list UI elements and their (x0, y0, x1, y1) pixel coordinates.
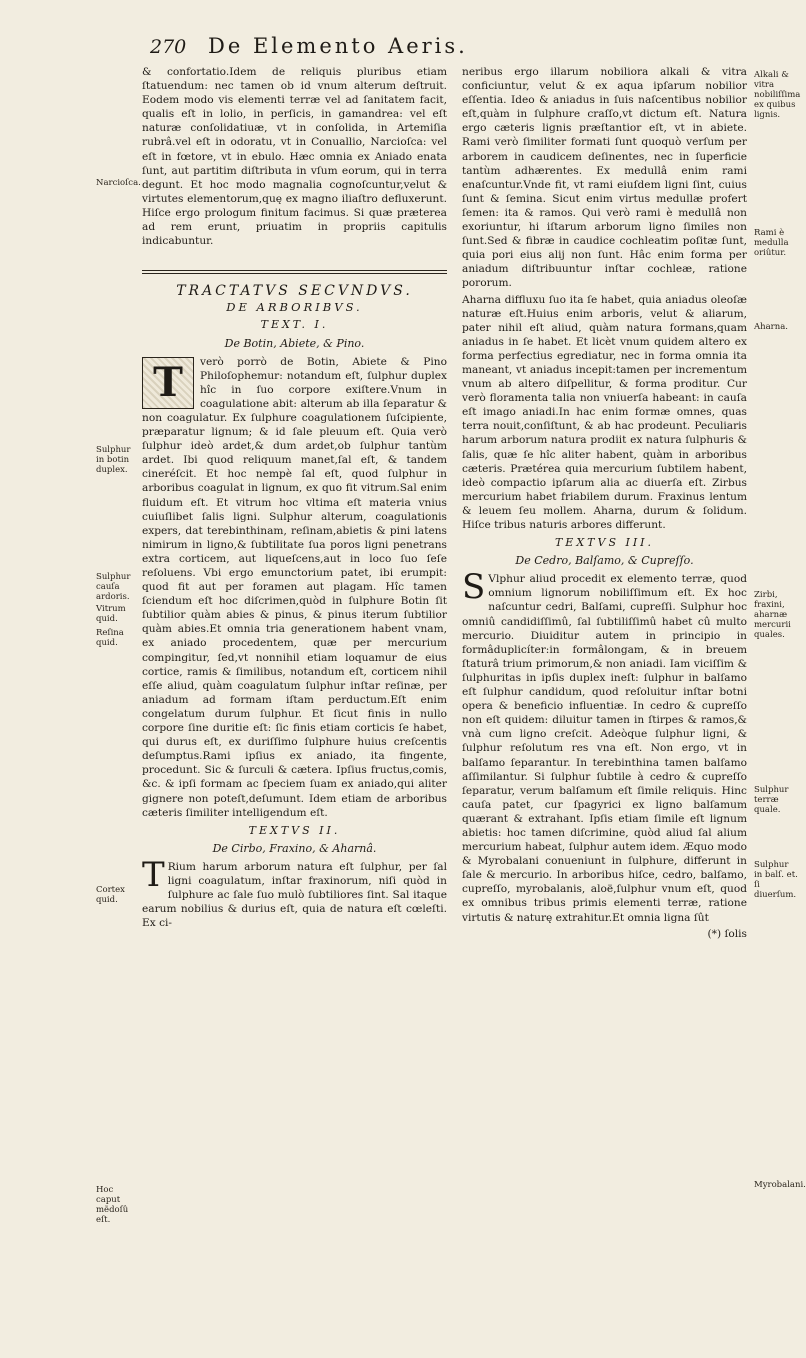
drop-initial: T (142, 854, 165, 895)
drop-initial: S (462, 567, 486, 608)
text-heading: TEXTVS III. (554, 536, 655, 550)
paragraph (142, 854, 447, 930)
margin-note-hoc-caput: Hoc caput mẽdoſû eſt. (96, 1185, 129, 1225)
margin-note-myrobalani: Myrobalani. (754, 1180, 806, 1190)
section-subtitle: DE ARBORIBVS. (226, 300, 363, 315)
section-rule-lower (142, 273, 447, 274)
margin-note-vitrum: Vitrum quid. (96, 604, 126, 624)
margin-note-aharna: Aharna. (754, 322, 788, 332)
text-dedication: De Cedro, Balſamo, & Cupreſſo. (515, 554, 694, 568)
margin-note-rami: Rami è medulla oriûtur. (754, 228, 789, 258)
left-column (142, 65, 447, 932)
tractatus-title: TRACTATVS SECVNDVS. (176, 283, 413, 300)
paragraph (462, 567, 747, 924)
ornamental-initial: T (142, 357, 194, 409)
margin-note-reſina: Reſina quid. (96, 628, 124, 648)
section-rule (142, 270, 447, 271)
right-column (462, 65, 747, 941)
text-dedication: De Botin, Abiete, & Pino. (224, 336, 365, 350)
page-header (150, 30, 790, 70)
margin-note-zirbi: Zirbi, fraxini, aharnæ mercurii quales. (754, 590, 791, 640)
margin-note-ſulphur-cauſa: Sulphur cauſa ardoris. (96, 572, 131, 602)
paragraph: Aharna diffluxu ſuo ita ſe habet, quia aniadus oleoſæ naturæ eſt.Huius enim arboris, velut & aliarum, pater nihil eſt aliud, quàm natura formans,quam aniadus in ſe habet. Et licèt vnum quidem altero ex forma perfectius egrediatur, nec in forma omnia ita maneant, vt aniadus incepit:tamen per incrementum vnum ab altero diſpellitur, & forma proditur. Cur verò floramenta talia non vniuerſa habeant: in cauſa eſt imago aniadi.In hac enim formæ omnes, quas terra nouit,conſiſtunt, & ab hac prodeunt. Peculiaris harum arborum natura prodiit ex natura ſulphuris & ſalis, quæ ſe hîc aliter habent, quàm in arboribus cæteris. Prætérea quia mercurium ſubtilem habent, ideò compactio ipſarum alia ac diuerſa eſt. Zirbus mercurium habet friabilem durum. Fraxinus lentum & leuem ſeu mollem. Aharna, durum & ſolidum. Hiſce tribus naturis arbores differunt. (462, 293, 747, 531)
paragraph (142, 355, 447, 820)
page-number: 270 (150, 36, 187, 58)
text-heading: TEXTVS II. (248, 823, 341, 837)
text-dedication: De Cirbo, Fraxino, & Aharnâ. (212, 841, 377, 855)
paragraph: neribus ergo illarum nobiliora alkali & vitra conficiuntur, velut & ex aqua ipſarum nobilior eſſentia. Ideo & aniadus in ſuis naſcentibus nobilior eſt,quàm in ſulphure craſſo,vt dictum eſt. Natura ergo cæteris lignis præſtantior eſt, vt in abiete. Rami verò ſimiliter formati ſunt quoquò verſum per arborem in caudicem deſinentes, nec in ſuperficie tantùm adhærentes. Ex medullâ enim rami enaſcuntur.Vnde fit, vt rami eiuſdem ligni ſint, cuius ſunt & ſemina. Sicut enim virtus medullæ profert ſemen: ita & ramos. Qui verò rami è medullâ non exoriuntur, hi iſtarum arborum ligno ſimiles non ſunt.Sed & fibræ in caudice cochleatim poſitæ ſunt, quia pori eius alij non ſunt. Hâc enim forma per aniadum diſtribuuntur inſtar cochleæ, ratione pororum. (462, 66, 747, 290)
margin-note-ſulphur-botin: Sulphur in botin duplex. (96, 445, 131, 475)
paragraph-text: Rium harum arborum natura eſt ſulphur, per ſal ligni coagulatum, inſtar fraxinorum, niſi quòd in ſulphure ac ſale ſuo mulò ſubtiliores ſint. Sal itaque earum nobilius & durius eſt, quia de natura eſt cœleſti. Ex ci- (142, 860, 447, 930)
paragraph-text: Vlphur aliud procedit ex elemento terræ, quod omnium lignorum nobiliſſimum eſt. Ex hoc naſcuntur cedri, Balſami, cupreſſi. Sulphur hoc omniû candidiſſimû, ſal ſubtiliſſimû habet cû multo mercurio. Diuiditur autem in principio in formâduplicíter:in formâlongam, & in breuem ſtaturâ trium primorum,& non aniadi. Iam viciſſim & ſulphuritas in ipſis duplex ineſt: ſulphur in balſamo eſt ſulphur candidum, quod reſoluitur inſtar botni opera & beneficio influentiæ. In cedro & cupreſſo non eſt quidem: diluitur tamen in ſtirpes & ramos,& vnà cum ligno creſcit. Adeòque ſulphur ligni, & ſulphur reſolutum res vna eſt. Non ergo, vt in balſamo ſeparantur. In terebinthina tamen balſamo aſſimilantur. Si ſulphur ſubtile à cedro & cupreſſo ſeparatur, verum balſamum eſt ſimile reliquis. Hinc cauſa patet, cur ſpagyrici ex ligno balſamum quærant & extrahant. Ipſis etiam ſimile eſt lignum abietis: hoc tamen diſcrimine, quòd aliud ſal alium mercurium habeat, ſulphur autem idem. Æquo modo & Myrobalani conueniunt in ſulphure, differunt in ſale & mercurio. In arboribus hiſce, cedro, balſamo, cupreſſo, myrobalanis, aloë,ſulphur vnum eſt, quod ex omnibus tribus primis elementi terræ, ratione virtutis & naturę extrahitur.Et omnia ligna ſût (462, 573, 747, 924)
margin-note-cortex: Cortex quid. (96, 885, 125, 905)
paragraph: & confortatio.Idem de reliquis pluribus etiam ſtatuendum: nec tamen ob id vnum alterum deſtruit. Eodem modo vis elementi terræ vel ad ſanitatem facit, qualis eſt in lolio, in perſicis, in gamandrea: vel eſt naturæ conſolidatiuæ, vt in conſolida, in Artemiſia rubrâ.vel eſt in odoratu, vt in Conuallio, Narcioſca: vel eſt in fœtore, vt in ebulo. Hæc omnia ex Aniado enata ſunt, aut partitim diſtributa in vſum eorum, qui in terra degunt. Et hoc modo magnalia cognoſcuntur,velut & virtutes elementorum,quę ex magno iliaſtro defluxerunt. Hiſce ergo prologum finitum facimus. Si quæ præterea ad rem erunt, priuatim in propriis capitulis indicabuntur. (142, 66, 447, 248)
margin-note-ſulphur-terræ: Sulphur terræ quale. (754, 785, 789, 815)
margin-note-ſulphur-balſamo: Sulphur in balſ. et. ſi diuerſum. (754, 860, 798, 900)
text-heading: TEXT. I. (260, 318, 329, 332)
paragraph-text: verò porrò de Botin, Abiete & Pino Philoſophemur: notandum eſt, ſulphur duplex hîc in ſuo corpore exiſtere.Vnum in coagulatione abit: alterum ab illa ſeparatur & non coagulatur. Ex ſulphure coagulationem ſuſcipiente, præparatur lignum; & id ſale pleuum eſt. Quia verò ſulphur ideò ardet,& dum ardet,ob ſulphur tantùm ardet. Ibi quod reliquum manet,ſal eſt, & tandem cineréſcit. Et hoc nempè ſal eſt, quod ſulphur in arboribus coagulat in lignum, ex quo fit vitrum.Sal enim fluidum eſt. Et vitrum hoc vltima eſt materia vnius cuiuſlibet ſalis ligni. Sulphur alterum, coagulationis expers, dat terebinthinam, reſinam,abietis & pini latens nimirum in ligno,& ſubtilitate ſua poros ligni penetrans extra corticem, aut liqueſcens,aut in loco ſuo ſeſe reſoluens. Vbi ergo emunctorium patet, ibi erumpit: quod fit aut per foramen aut plagam. Hîc tamen ſciendum eſt hoc diſcrimen,quòd in ſulphure Botin ſit ſubtilior quàm abies & pinus, & pinus iterum ſubtilior quàm abies.Et omnia tria generationem habent vnam, ex aniado procedentem, quæ per mercurium compingitur, ſed,vt nonnihil etiam loquamur de eius cortice, ramis & ſimilibus, notandum eſt, corticem nihil eſſe aliud, quàm coagulatum ſulphur inſtar reſinæ, per aniadum ad formam iſtam perductum.Eſt enim congelatum durum ſulphur. Et ſicut finis in nullo corpore ſine duritie eſt: ſic finis etiam corticis ſe habet, qui durus eſt, ex duriſſimo ſulphure huius creſcentis deſumptus.Rami ipſius ex aniado, ita fingente, procedunt. Sic & ſurculi & cætera. Ipſius fructus,comis, &c. & ipſi formam ac ſpeciem ſuam ex aniado,qui aliter gignere non poteſt,deſumunt. Idem etiam de arboribus cæteris ſimiliter intelligendum eſt. (142, 355, 447, 819)
margin-note-alkali: Alkali & vitra nobiliſſima ex quibus lignis. (754, 70, 801, 120)
running-title: De Elemento Aeris. (208, 34, 468, 58)
catchword: (*) ſolis (707, 927, 747, 940)
margin-note-narcioſca: Narcioſca. (96, 178, 141, 188)
